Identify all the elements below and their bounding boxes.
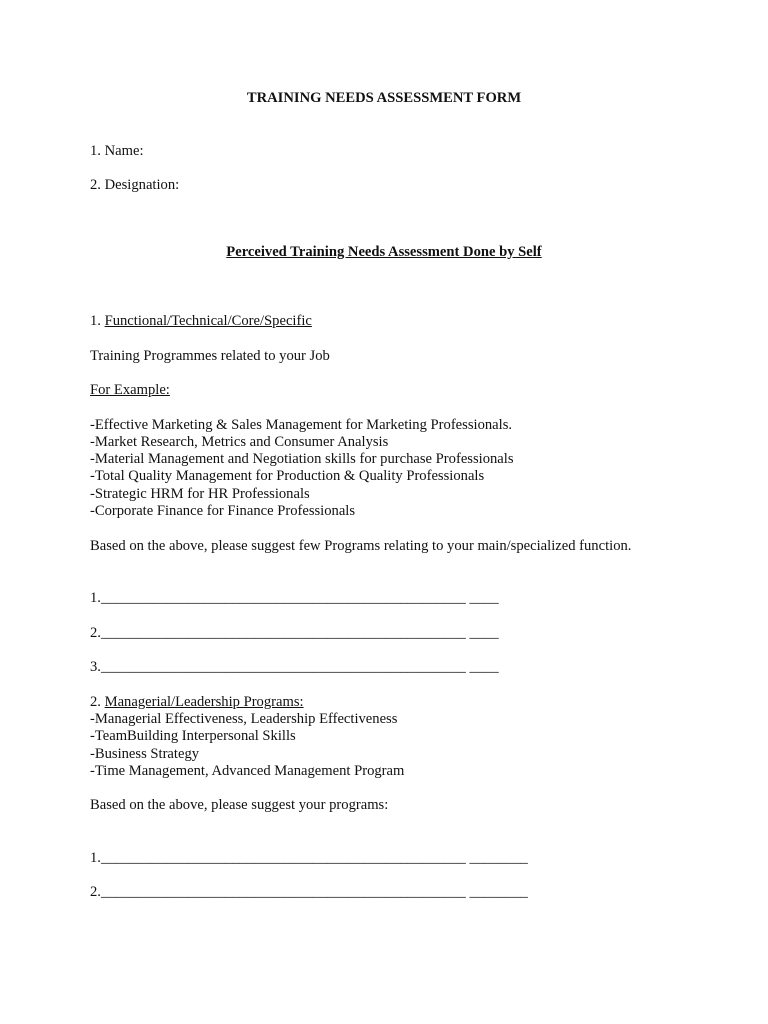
section2-blank-2[interactable]: 2.__________________________________________________ ________ (90, 884, 528, 900)
form-title: TRAINING NEEDS ASSESSMENT FORM (246, 90, 522, 106)
section1-heading (90, 313, 312, 330)
self-assessment-heading: Perceived Training Needs Assessment Done by Self (226, 244, 542, 260)
section2-prompt: Based on the above, please suggest your programs: (90, 797, 389, 813)
example-item: -Material Management and Negotiation skills for purchase Professionals (90, 451, 514, 467)
section1-prompt: Based on the above, please suggest few Programs relating to your main/specialized function. (90, 538, 632, 554)
section1-subtitle: Training Programmes related to your Job (90, 348, 330, 364)
example-item: -Strategic HRM for HR Professionals (90, 486, 310, 502)
section2-item: -Business Strategy (90, 746, 200, 762)
example-item: -Corporate Finance for Finance Professionals (90, 503, 356, 519)
section1-blank-2[interactable]: 2.__________________________________________________ ____ (90, 625, 499, 641)
section2-item: -Managerial Effectiveness, Leadership Effectiveness (90, 711, 398, 727)
section2-title: Managerial/Leadership Programs: (104, 694, 304, 710)
section2-item: -TeamBuilding Interpersonal Skills (90, 728, 296, 744)
section1-title: Functional/Technical/Core/Specific (104, 313, 312, 329)
example-label: For Example: (90, 382, 170, 398)
section1-number: 1. (90, 313, 105, 329)
name-label: 1. Name: (90, 143, 144, 159)
section1-blank-3[interactable]: 3.__________________________________________________ ____ (90, 659, 499, 675)
section2-heading (90, 694, 304, 711)
designation-label: 2. Designation: (90, 177, 180, 193)
section1-blank-1[interactable]: 1.__________________________________________________ ____ (90, 590, 499, 606)
section2-number: 2. (90, 694, 105, 710)
section2-item: -Time Management, Advanced Management Program (90, 763, 405, 779)
example-item: -Total Quality Management for Production & Quality Professionals (90, 468, 485, 484)
example-item: -Effective Marketing & Sales Management for Marketing Professionals. (90, 417, 513, 433)
section2-blank-1[interactable]: 1.__________________________________________________ ________ (90, 850, 528, 866)
example-item: -Market Research, Metrics and Consumer Analysis (90, 434, 389, 450)
